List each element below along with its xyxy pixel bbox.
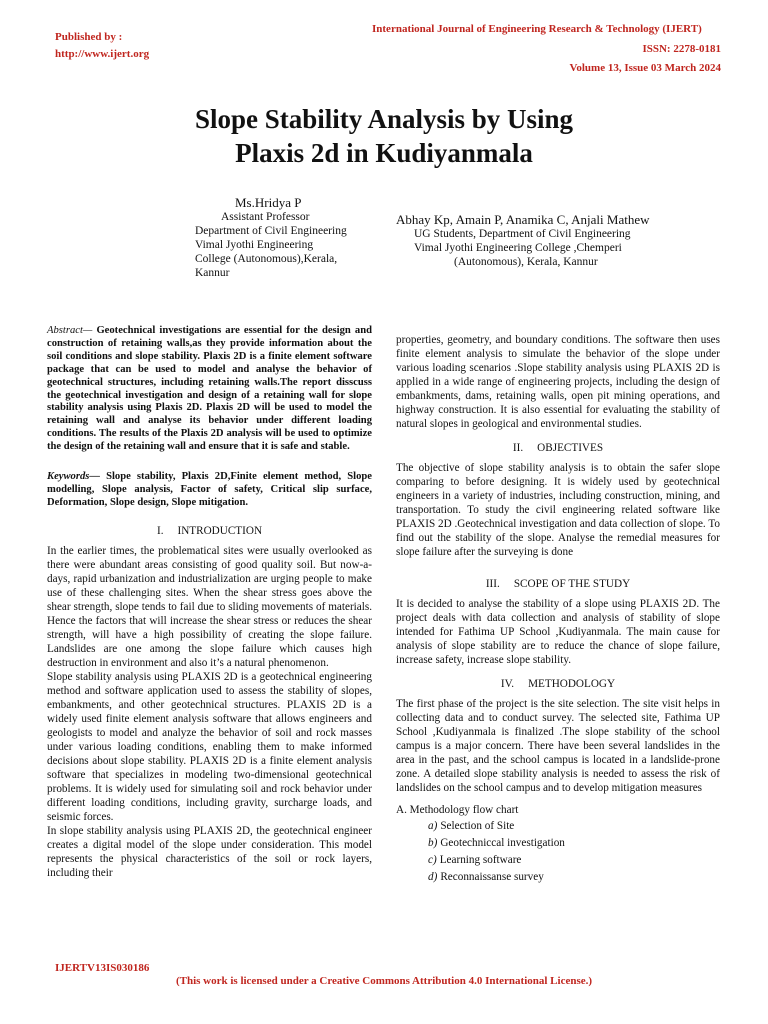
author-inst: Vimal Jyothi Engineering (195, 239, 314, 251)
author-inst: College (Autonomous),Kerala, (195, 253, 338, 265)
author-block-right (396, 213, 696, 269)
right-column (396, 333, 720, 887)
intro-continuation: properties, geometry, and boundary conditions. The software then uses finite element analysis to simulate the behavior of the slope under various loading scenarios .Slope stability analysis using PLAXIS 2D is applied in a wide range of engineering projects, including the design of embankments, dams, retaining walls, open pit mining operations, and highway construction. It is also essential for evaluating the stability of natural slopes in geological and environmental studies. (396, 334, 720, 430)
paper-title (0, 102, 768, 170)
list-text: Selection of Site (440, 820, 515, 832)
paper-id: IJERTV13IS030186 (55, 962, 150, 974)
title-line-2: Plaxis 2d in Kudiyanmala (235, 138, 533, 168)
section-title: OBJECTIVES (537, 442, 604, 454)
section-heading-scope (396, 577, 720, 591)
section-heading-methodology (396, 677, 720, 691)
student-inst: (Autonomous), Kerala, Kannur (454, 256, 598, 268)
keywords (47, 471, 372, 510)
author-role: Assistant Professor (221, 211, 310, 223)
section-number: IV. (500, 678, 515, 690)
section-number: II. (512, 442, 524, 454)
list-marker: b) (428, 837, 438, 849)
section-title: METHODOLOGY (528, 678, 616, 690)
section-number: I. (156, 524, 164, 537)
section-heading-introduction (47, 524, 372, 538)
left-column (47, 325, 372, 880)
objectives-paragraph: The objective of slope stability analysis is to obtain the safer slope comparing to before designing. It is widely used by geotechnical engineers in a variety of industries, including construction, mining, and transportation. To study the civil engineering related software like PLAXIS 2D .Geotechnical investigation and data collection of slope. To find out the stability of the slope. Analyse the remedial measures for slope failure after the surveying is done (396, 462, 720, 558)
keywords-label: Keywords— (47, 471, 100, 483)
scope-paragraph: It is decided to analyse the stability of a slope using PLAXIS 2D. The project deals with data collection and analysis of stability of slope intended for Fathima UP School ,Kudiyanmala. The main cause for analysis of slope stability are to reduce the chance of slope failure, increase safety, increase slope stability. (396, 598, 720, 666)
volume-issue: Volume 13, Issue 03 March 2024 (569, 62, 721, 74)
abstract-label: Abstract— (47, 325, 93, 336)
list-item (428, 870, 720, 884)
abstract-text: Geotechnical investigations are essential for the design and construction of retaining walls,as they provide information about the soil conditions and slope stability. Plaxis 2D is a finite element software package that can be used to model and analyse the behavior of geotechnical structures, including retaining walls.The report disscuss the geotechnical investigation and design of a retaining wall for slope stability analysis using Plaxis 2D. Plaxis 2D will be used to model the retaining wall and analyse its behavior under different loading conditions. The results of the Plaxis 2D analysis will be used to optimize the design of the retaining wall and ensure that it is safe and stable. (47, 325, 372, 453)
section-heading-objectives (396, 441, 720, 455)
issn: ISSN: 2278-0181 (642, 43, 721, 55)
student-inst: Vimal Jyothi Engineering College ,Chemperi (414, 242, 622, 254)
intro-paragraph-1: In the earlier times, the problematical sites were usually overlooked as there were abundant areas consisting of good quality soil. But now-a-days, rapid urbanization and industrialization are urging people to make use of these challenging sites. When the shear stress goes above the shear strength, slope tends to fail due to sliding movements of materials. Hence the factors that will increase the shear stress or reduces the shear strength, will have a high possibility of creating the slope failure. Landslides are one among the slope failure which causes high destruction in environment and also it’s a natural phenomenon. (47, 544, 372, 669)
keywords-text: Slope stability, Plaxis 2D,Finite element method, Slope modelling, Slope analysis, Factor of safety, Critical slip surface, Deformation, Slope design, Slope mitigation. (47, 471, 372, 508)
license-notice: (This work is licensed under a Creative Commons Attribution 4.0 International License.) (175, 975, 593, 987)
list-marker: d) (428, 871, 438, 883)
title-line-1: Slope Stability Analysis by Using (194, 104, 574, 134)
list-text: Learning software (439, 854, 522, 866)
section-title: INTRODUCTION (177, 524, 263, 537)
intro-paragraph-2: Slope stability analysis using PLAXIS 2D is a geotechnical engineering method and software application used to assess the stability of slopes, embankments, and other geotechnical structures. PLAXIS 2D is a widely used finite element analysis software that allows engineers and geologists to model and analyze the behavior of soil and rock masses under various loading conditions, enabling them to make informed decisions about slope stability. PLAXIS 2D is a finite element analysis software that specializes in modeling two-dimensional geotechnical problems. It is widely used for simulating soil and rock behavior under different loading conditions, including gravity, surcharge loads, and seismic forces. (47, 670, 372, 823)
published-by: Published by : (55, 31, 123, 43)
list-item (428, 819, 720, 833)
publisher-website-link[interactable]: http://www.ijert.org (55, 48, 150, 60)
list-marker: c) (428, 854, 437, 866)
section-title: SCOPE OF THE STUDY (513, 578, 631, 590)
author-dept: Department of Civil Engineering (195, 225, 347, 237)
journal-name: International Journal of Engineering Research & Technology (IJERT) (372, 23, 702, 35)
student-names: Abhay Kp, Amain P, Anamika C, Anjali Mathew (396, 212, 650, 227)
author-name: Ms.Hridya P (235, 195, 302, 210)
methodology-list (396, 819, 720, 884)
author-block-left (195, 196, 375, 280)
list-item (428, 853, 720, 867)
abstract (47, 325, 372, 454)
methodology-subheading: A. Methodology flow chart (396, 804, 519, 816)
list-item (428, 836, 720, 850)
methodology-paragraph: The first phase of the project is the site selection. The site visit helps in collecting data and to conduct survey. The selected site, Fathima UP School ,Kudiyanmala is finalized .The slope stability of the school campus is a major concern. There have been several landslides in the area in the past, and the school campus is located in a landslide-prone zone. A detailed slope stability analysis is needed to assess the risk of landslides on the school campus and to develop mitigation measures (396, 698, 720, 794)
section-number: III. (485, 578, 500, 590)
list-text: Reconnaissanse survey (440, 871, 544, 883)
list-text: Geotechniccal investigation (440, 837, 565, 849)
author-inst: Kannur (195, 267, 230, 279)
list-marker: a) (428, 820, 438, 832)
student-dept: UG Students, Department of Civil Engineering (414, 228, 631, 240)
intro-paragraph-3: In slope stability analysis using PLAXIS 2D, the geotechnical engineer creates a digital model of the slope under consideration. This model represents the physical characteristics of the soil or rock layers, including their (47, 824, 372, 879)
